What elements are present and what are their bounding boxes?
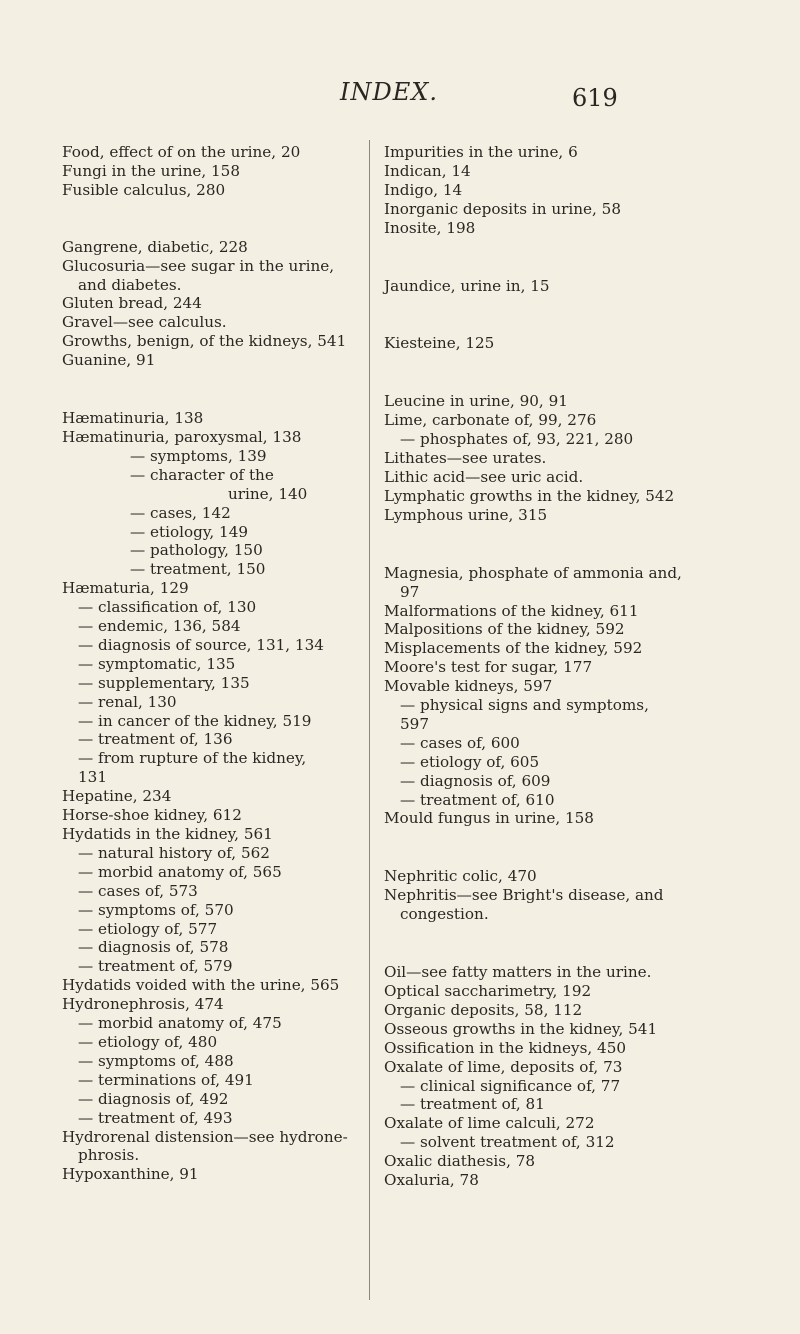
index-entry: Growths, benign, of the kidneys, 541 [62,332,347,351]
index-entry: Indican, 14 [384,161,471,180]
index-subentry: — character of the [130,465,274,484]
index-entry: Malpositions of the kidney, 592 [384,620,625,639]
index-entry: Malformations of the kidney, 611 [384,601,639,620]
index-entry: Oxalate of lime, deposits of, 73 [384,1057,623,1076]
index-entry: Jaundice, urine in, 15 [384,276,550,295]
index-entry: Lithic acid—see uric acid. [384,467,584,486]
index-entry: Hæmatinuria, paroxysmal, 138 [62,427,302,446]
index-entry: Kiesteine, 125 [384,334,495,353]
index-entry: Glucosuria—see sugar in the urine, [62,256,335,275]
index-entry: Indigo, 14 [384,180,463,199]
index-subentry: — diagnosis of, 609 [400,771,551,790]
index-entry: Fusible calculus, 280 [62,180,226,199]
index-subentry: — treatment, 150 [130,560,266,579]
index-entry: Oil—see fatty matters in the urine. [384,963,652,982]
index-entry-continuation: congestion. [400,905,489,924]
index-entry: Magnesia, phosphate of ammonia and, [384,563,682,582]
index-subentry: — symptoms of, 570 [78,900,234,919]
index-subentry: — terminations of, 491 [78,1070,254,1089]
index-entry: Food, effect of on the urine, 20 [62,143,301,161]
index-subentry: — pathology, 150 [130,541,263,560]
page-header [0,78,800,118]
index-subentry: — in cancer of the kidney, 519 [78,711,312,730]
index-subentry: — symptoms, 139 [130,446,267,465]
index-entry: Osseous growths in the kidney, 541 [384,1019,658,1038]
index-subentry: — phosphates of, 93, 221, 280 [400,430,634,449]
index-subentry: — natural history of, 562 [78,843,270,862]
index-entry: Impurities in the urine, 6 [384,143,578,161]
index-entry: Lymphatic growths in the kidney, 542 [384,486,675,505]
index-subentry: — diagnosis of source, 131, 134 [78,635,324,654]
index-subentry: — diagnosis of, 492 [78,1089,229,1108]
index-subentry: — treatment of, 136 [78,730,233,749]
index-subentry: — solvent treatment of, 312 [400,1133,615,1152]
index-column-right [384,143,684,1190]
index-subentry: — classification of, 130 [78,598,257,617]
section-gap [62,370,360,409]
index-entry: Hæmaturia, 129 [62,579,189,598]
index-entry: Horse-shoe kidney, 612 [62,806,242,825]
index-entry: Nephritis—see Bright's disease, and [384,886,664,905]
index-entry: Misplacements of the kidney, 592 [384,639,643,658]
index-entry: Hydatids in the kidney, 561 [62,825,273,843]
index-entry: Ossification in the kidneys, 450 [384,1038,627,1057]
index-subentry: — endemic, 136, 584 [78,617,241,636]
index-subentry: — treatment of, 493 [78,1108,233,1127]
index-entry: Hypoxanthine, 91 [62,1165,199,1184]
index-entry: Hæmatinuria, 138 [62,409,204,428]
section-gap [62,200,360,238]
section-gap [384,828,684,867]
index-entry: Fungi in the urine, 158 [62,161,240,180]
index-entry-continuation: 597 [400,714,429,733]
page-number: 619 [572,84,618,112]
index-subentry: — clinical significance of, 77 [400,1076,621,1095]
index-entry: Oxalate of lime calculi, 272 [384,1114,595,1133]
index-entry: Inosite, 198 [384,218,476,237]
index-subentry: — symptomatic, 135 [78,654,236,673]
index-column-left [62,143,360,1184]
index-entry: Inorganic deposits in urine, 58 [384,199,622,218]
index-subentry: — cases of, 600 [400,733,520,752]
index-subentry: — physical signs and symptoms, [400,696,649,715]
index-entry: Guanine, 91 [62,351,156,370]
index-subentry: — cases, 142 [130,503,231,522]
index-entry: Lithates—see urates. [384,449,547,468]
index-entry: Movable kidneys, 597 [384,677,553,696]
section-gap [384,295,684,334]
index-entry: Leucine in urine, 90, 91 [384,392,568,411]
index-entry: Lime, carbonate of, 99, 276 [384,411,597,430]
section-gap [384,924,684,963]
column-divider [369,140,370,1300]
index-subentry: — etiology, 149 [130,522,249,541]
index-entry: Hepatine, 234 [62,787,172,806]
index-subentry: — cases of, 573 [78,881,198,900]
index-entry: Gangrene, diabetic, 228 [62,237,248,256]
index-entry-continuation: 97 [400,582,420,601]
index-entry: Optical saccharimetry, 192 [384,982,592,1000]
index-subentry: — etiology of, 605 [400,752,540,771]
index-entry: Moore's test for sugar, 177 [384,658,593,677]
index-entry: Oxalic diathesis, 78 [384,1152,536,1171]
index-subentry: — etiology of, 480 [78,1032,218,1051]
index-subentry: — treatment of, 610 [400,790,555,809]
index-subentry: — morbid anatomy of, 475 [78,1014,282,1033]
index-entry: Hydronephrosis, 474 [62,995,224,1014]
index-entry: Gluten bread, 244 [62,294,202,313]
index-entry: Organic deposits, 58, 112 [384,1000,583,1019]
index-subentry: — renal, 130 [78,692,177,711]
section-gap [384,353,684,392]
index-entry-continuation: and diabetes. [78,275,182,294]
index-entry: Mould fungus in urine, 158 [384,809,594,828]
index-entry: Oxaluria, 78 [384,1171,479,1190]
index-subentry: — morbid anatomy of, 565 [78,862,282,881]
index-entry: Hydatids voided with the urine, 565 [62,976,340,995]
index-entry-continuation: 131 [78,768,107,787]
section-gap [384,238,684,277]
index-entry-continuation: urine, 140 [228,484,308,503]
index-subentry: — treatment of, 579 [78,957,233,976]
index-subentry: — supplementary, 135 [78,673,250,692]
index-entry: Lymphous urine, 315 [384,505,548,524]
index-entry-continuation: phrosis. [78,1146,140,1165]
index-subentry: — symptoms of, 488 [78,1051,234,1070]
index-subentry: — from rupture of the kidney, [78,749,307,768]
index-entry: Nephritic colic, 470 [384,867,537,886]
index-subentry: — etiology of, 577 [78,919,218,938]
index-entry: Gravel—see calculus. [62,313,227,332]
section-gap [384,525,684,564]
index-entry: Hydrorenal distension—see hydrone- [62,1127,348,1146]
index-subentry: — treatment of, 81 [400,1095,545,1114]
running-title: INDEX. [340,78,438,106]
index-subentry: — diagnosis of, 578 [78,938,229,957]
